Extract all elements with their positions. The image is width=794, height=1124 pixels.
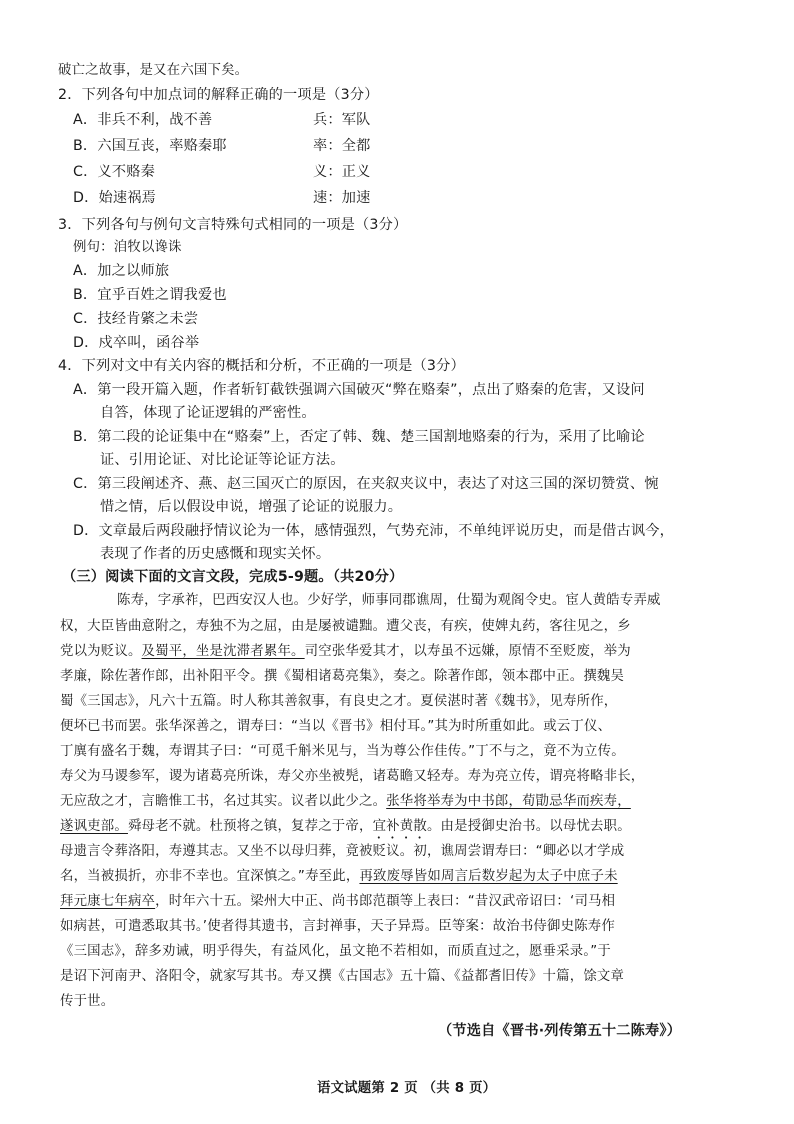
passage-text: 司空张华爱其才，以寿虽不远嫌，原情不至贬废，举为: [304, 644, 631, 659]
passage-line: 权，大臣皆曲意附之，寿独不为之屈，由是屡被谴黜。遭父丧，有疾，使婢丸药，客往见之，乡: [60, 619, 631, 634]
passage-line: 陈寿，字承祚，巴西安汉人也。少好学，师事同郡谯周，仕蜀为观阁令史。宦人黄皓专弄威: [117, 593, 661, 608]
underlined-sentence-3-end: 拜元康七年病卒: [60, 894, 156, 909]
q3-option-d: D．戍卒叫，函谷举: [73, 335, 200, 351]
question-2-stem: 2．下列各句中加点词的解释正确的一项是（3分）: [58, 87, 379, 103]
underlined-sentence-2: 张华将举寿为中书郎，荀勖忌华而疾寿，: [386, 794, 631, 809]
passage-line: 丁廙有盛名于魏，寿谓其子曰：“可觅千斛米见与，当为尊公作佳传。”丁不与之，竟不为立传。: [60, 744, 625, 759]
q4-option-a-line1: A．第一段开篇入题，作者斩钉截铁强调六国破灭“弊在赂秦”，点出了赂秦的危害，又设问: [73, 382, 645, 398]
q2-option-c: [73, 163, 723, 181]
passage-line: [60, 893, 615, 911]
q2-option-a-text: A．非兵不利，战不善: [73, 112, 213, 128]
q2-option-d-answer: 速：加速: [313, 190, 371, 206]
underlined-sentence-3: 再致废辱皆如周言后数岁起为太子中庶子未: [359, 869, 618, 884]
passage-line: 蜀《三国志》，凡六十五篇。时人称其善叙事，有良史之才。夏侯湛时著《魏书》，见寿所作，: [60, 694, 618, 709]
section-3-heading: （三）阅读下面的文言文段，完成5-9题。（共20分）: [62, 569, 404, 585]
q3-option-c: C．技经肯綮之未尝: [73, 311, 199, 327]
q4-option-b-line2: 证、引用论证、对比论证等论证方法。: [100, 452, 345, 468]
q2-option-c-text: C．义不赂秦: [73, 164, 156, 180]
passage-text: 党以为贬议。: [60, 644, 142, 659]
q2-option-b: [73, 137, 723, 155]
passage-line: 寿父为马谡参军，谡为诸葛亮所诛，寿父亦坐被髡，诸葛瞻又轻寿。寿为亮立传，谓亮将略非长，: [60, 769, 645, 784]
q3-example: 例句：洎牧以谗诛: [73, 240, 182, 255]
underlined-sentence-2-end: 遂讽吏部。: [60, 819, 128, 834]
q2-option-a-answer: 兵：军队: [313, 112, 371, 128]
q2-option-b-answer: 率：全都: [313, 138, 371, 154]
q4-option-c-line1: C．第三段阐述齐、燕、赵三国灭亡的原因，在夹叙夹议中，表达了对这三国的深切赞赏、惋: [73, 476, 659, 492]
q2-option-d-text: D．始速祸焉: [73, 190, 157, 206]
q3-option-b: B．宜乎百姓之谓我爱也: [73, 287, 227, 303]
passage-source: （节选自《晋书·列传第五十二陈寿》）: [438, 1023, 682, 1039]
question-4-stem: 4．下列对文中有关内容的概括和分析，不正确的一项是（3分）: [58, 358, 465, 374]
q4-option-d-line2: 表现了作者的历史感慨和现实关怀。: [100, 546, 331, 562]
passage-text: ，时年六十五。梁州大中正、尚书郎范頵等上表曰：“昔汉武帝诏曰：‘司马相: [155, 894, 616, 909]
passage-text: 舜母老不就。杜预将之镇，复荐之于帝，: [127, 819, 373, 834]
passage-line: [60, 643, 631, 661]
passage-line: [60, 868, 618, 886]
q4-option-d-line1: D．文章最后两段融抒情议论为一体，感情强烈，气势充沛，不单纯评说历史，而是借古讽今，: [73, 523, 675, 539]
passage-text: 无应敌之才，言瞻惟工书，名过其实。议者以此少之。: [60, 794, 387, 809]
passage-line: 《三国志》，辞多劝诫，明乎得失，有益风化，虽文艳不若相如，而质直过之，愿垂采录。”于: [60, 944, 611, 959]
page-footer: 语文试题第 2 页 （共 8 页）: [317, 1081, 497, 1096]
q3-option-a: A．加之以师旅: [73, 263, 170, 279]
passage-continuation: 破亡之故事，是又在六国下矣。: [58, 63, 249, 78]
q2-option-d: [73, 189, 723, 207]
passage-text: 。由是授御史治书。以母忧去职。: [426, 819, 631, 834]
q2-option-c-answer: 义：正义: [313, 164, 371, 180]
passage-line: 是诏下河南尹、洛阳令，就家写其书。寿又撰《古国志》五十篇、《益都耆旧传》十篇，馀文章: [60, 969, 625, 984]
question-3-stem: 3．下列各句与例句文言特殊句式相同的一项是（3分）: [58, 217, 408, 233]
q4-option-c-line2: 惜之情，后以假设申说，增强了论证的说服力。: [100, 499, 403, 515]
passage-line: 如病甚，可遣悉取其书。’使者得其遗书，言封禅事，天子异焉。臣等案：故治书侍御史陈寿作: [60, 919, 615, 934]
q4-option-a-line2: 自答，体现了论证逻辑的严密性。: [100, 405, 316, 421]
passage-line: [60, 818, 631, 842]
passage-line: 便坏已书而罢。张华深善之，谓寿曰：“当以《晋书》相付耳。”其为时所重如此。或云丁仪、: [60, 719, 612, 734]
q2-option-a: [73, 111, 723, 129]
passage-text: 名，当被损折，亦非不幸也。宜深慎之。”寿至此，: [60, 869, 360, 884]
passage-line: 母遗言令葬洛阳，寿遵其志。又坐不以母归葬，竟被贬议。初，谯周尝谓寿曰：“卿必以才学成: [60, 844, 625, 859]
q4-option-b-line1: B．第二段的论证集中在“赂秦”上，否定了韩、魏、楚三国割地赂秦的行为，采用了比喻论: [73, 429, 645, 445]
passage-line: [60, 793, 631, 811]
underlined-sentence-1: 及蜀平，坐是沈滞者累年。: [141, 644, 305, 659]
q2-option-b-text: B．六国互丧，率赂秦耶: [73, 138, 227, 154]
passage-line: 传于世。: [60, 994, 115, 1009]
passage-line: 孝廉，除佐著作郎，出补阳平令。撰《蜀相诸葛亮集》，奏之。除著作郎，领本郡中正。撰魏吴: [60, 669, 625, 684]
dotted-word: 宜补黄散: [372, 819, 427, 834]
